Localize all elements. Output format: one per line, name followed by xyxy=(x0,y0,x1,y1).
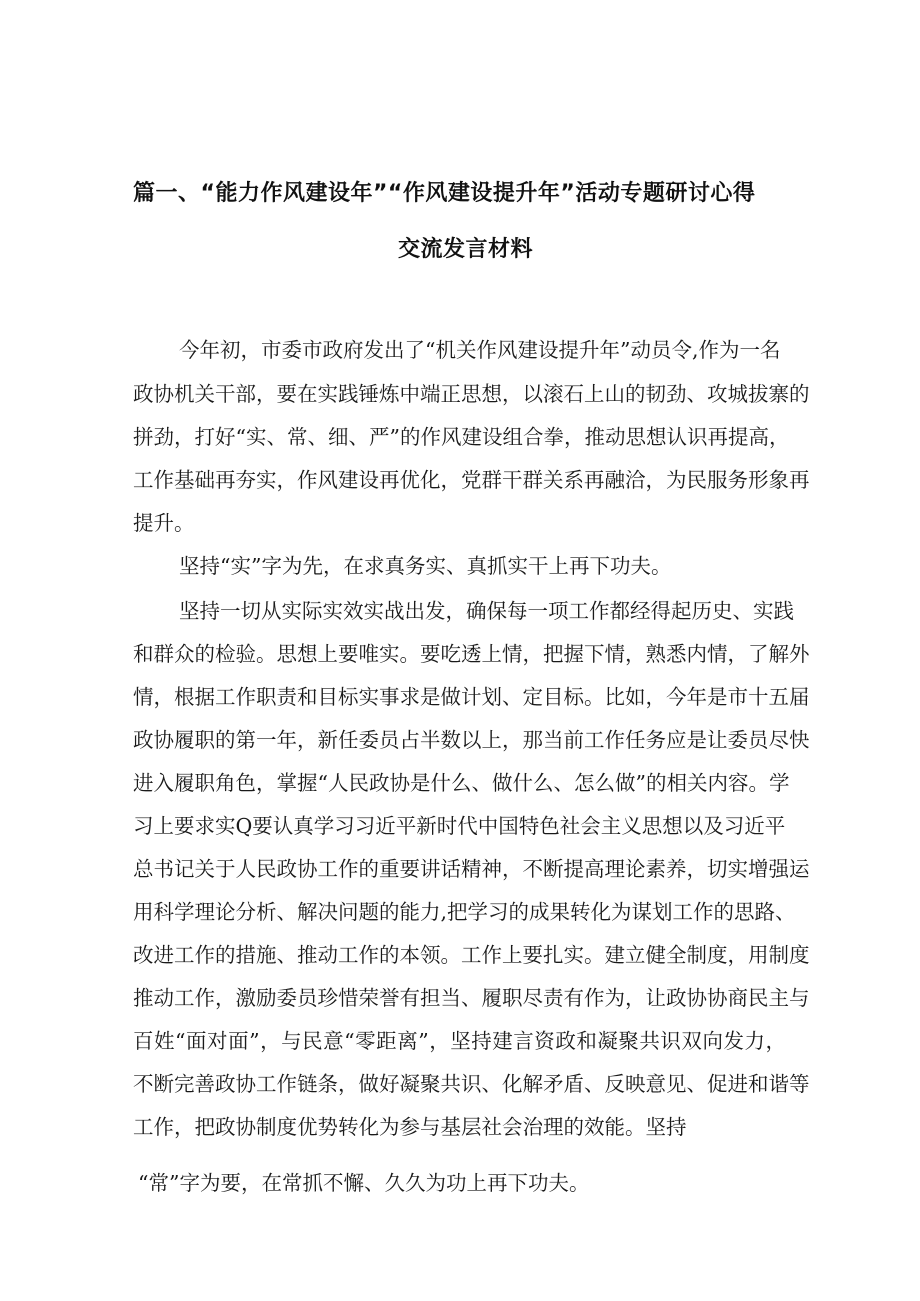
paragraph-2-line: 用科学理论分析、解决问题的能力,把学习的成果转化为谋划工作的思路、 xyxy=(133,900,796,924)
paragraph-2-line: 和群众的检验。思想上要唯实。要吃透上情，把握下情，熟悉内情，了解外 xyxy=(133,642,810,666)
paragraph-2-line: 推动工作，激励委员珍惜荣誉有担当、履职尽责有作为，让政协协商民主与 xyxy=(133,986,810,1010)
paragraph-2-line: 习上要求实Q要认真学习习近平新时代中国特色社会主义思想以及习近平 xyxy=(133,814,786,838)
paragraph-2-line: 总书记关于人民政协工作的重要讲话精神，不断提高理论素养，切实增强运 xyxy=(133,857,810,881)
paragraph-2-line: 政协履职的第一年，新任委员占半数以上，那当前工作任务应是让委员尽快 xyxy=(133,728,810,752)
paragraph-1-line: 政协机关干部，要在实践锤炼中端正思想，以滚石上山的韧劲、攻城拔寨的 xyxy=(133,382,810,406)
paragraph-1-line: 提升。 xyxy=(133,511,195,535)
section-heading-1: 坚持“实”字为先，在求真务实、真抓实干上再下功夫。 xyxy=(179,554,672,578)
paragraph-2-line: 不断完善政协工作链条，做好凝聚共识、化解矛盾、反映意见、促进和谐等 xyxy=(133,1072,810,1096)
paragraph-2-line: 进入履职角色，掌握“人民政协是什么、做什么、怎么做”的相关内容。学 xyxy=(133,771,790,795)
document-title-line-1: 篇一、“能力作风建设年”“作风建设提升年”活动专题研讨心得 xyxy=(133,181,756,206)
paragraph-2-line: 百姓“面对面”，与民意“零距离”，坚持建言资政和凝聚共识双向发力， xyxy=(133,1029,786,1053)
paragraph-1-line: 今年初，市委市政府发出了“机关作风建设提升年”动员令,作为一名 xyxy=(179,338,781,362)
paragraph-2-line: 坚持一切从实际实效实战出发，确保每一项工作都经得起历史、实践 xyxy=(179,599,794,623)
paragraph-1-line: 工作基础再夯实，作风建设再优化，党群干群关系再融洽，为民服务形象再 xyxy=(133,468,810,492)
document-title-line-2: 交流发言材料 xyxy=(398,237,534,262)
section-heading-2: “常”字为要，在常抓不懈、久久为功上再下功夫。 xyxy=(138,1171,590,1195)
paragraph-2-line: 工作，把政协制度优势转化为参与基层社会治理的效能。坚持 xyxy=(133,1115,687,1139)
paragraph-2-line: 改进工作的措施、推动工作的本领。工作上要扎实。建立健全制度，用制度 xyxy=(133,943,810,967)
paragraph-2-line: 情，根据工作职责和目标实事求是做计划、定目标。比如，今年是市十五届 xyxy=(133,685,810,709)
paragraph-1-line: 拼劲，打好“实、常、细、严”的作风建设组合拳，推动思想认识再提高， xyxy=(133,425,790,449)
